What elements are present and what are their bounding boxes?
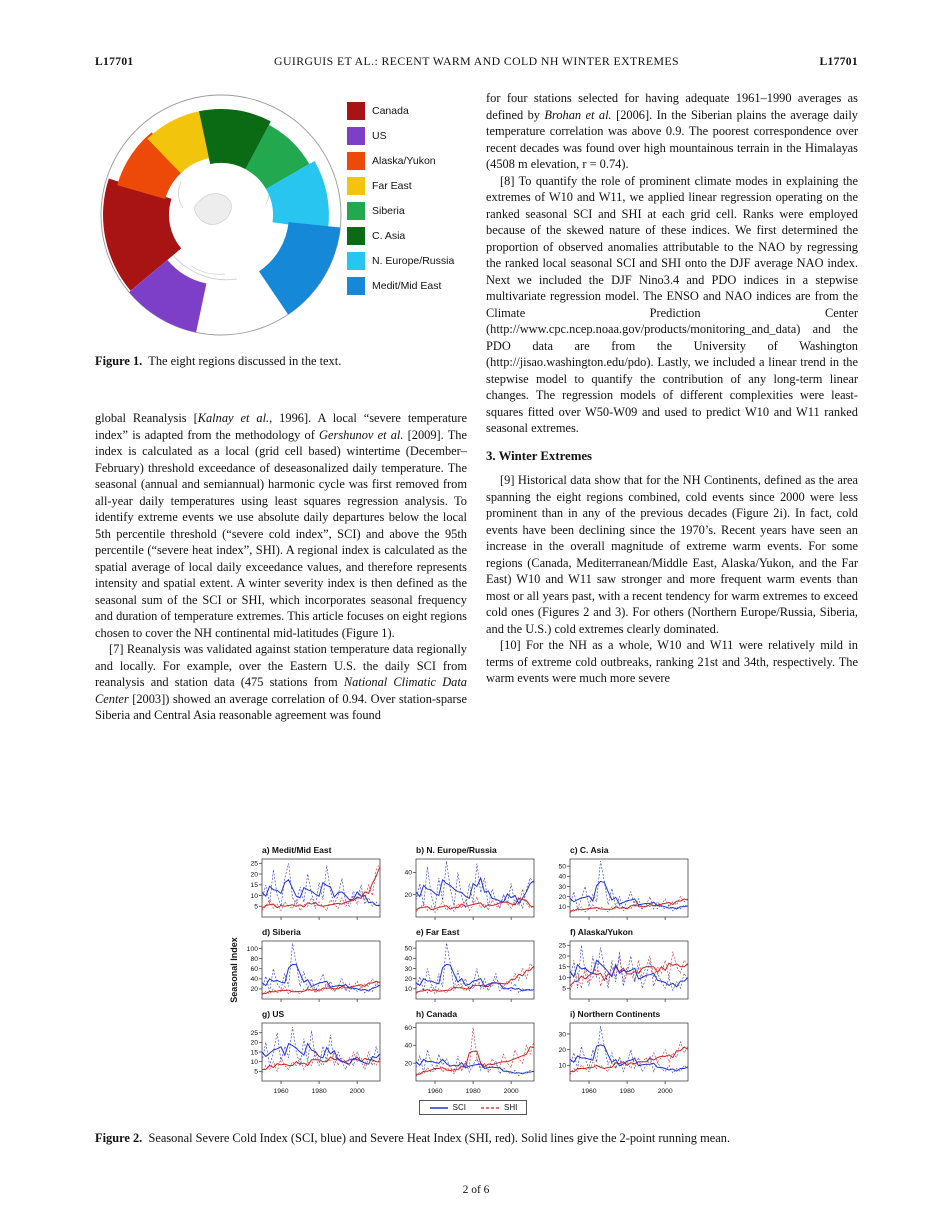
figure2-panel-b — [392, 845, 538, 922]
header-right-id: L17701 — [819, 55, 858, 68]
figure2-panel-c — [546, 845, 692, 922]
legend-item — [347, 202, 454, 220]
svg-text:1980: 1980 — [311, 1088, 327, 1095]
panel-chart — [546, 855, 692, 922]
legend-label: US — [372, 130, 387, 142]
svg-text:10: 10 — [250, 892, 258, 900]
panel-title: f) Alaska/Yukon — [570, 927, 633, 937]
legend-item — [347, 252, 454, 270]
shi-line-sample-icon — [480, 1104, 500, 1112]
figure1-caption — [95, 353, 467, 370]
figure2-y-axis-label: Seasonal Index — [229, 937, 239, 1003]
legend-item — [347, 102, 454, 120]
figure2-grid — [238, 845, 708, 1096]
left-column — [95, 410, 467, 724]
legend-item — [347, 177, 454, 195]
legend-sci-label: SCI — [452, 1103, 466, 1112]
svg-text:30: 30 — [558, 1031, 566, 1039]
svg-text:25: 25 — [250, 860, 258, 868]
legend-label: C. Asia — [372, 230, 406, 242]
svg-text:10: 10 — [558, 904, 566, 912]
legend-label: Far East — [372, 180, 412, 192]
svg-text:1960: 1960 — [273, 1088, 289, 1095]
figure2-caption-label: Figure 2. — [95, 1131, 143, 1145]
legend-swatch-n-europe-russia — [347, 252, 365, 270]
svg-text:100: 100 — [246, 945, 258, 953]
figure2-panel-a — [238, 845, 384, 922]
svg-text:1980: 1980 — [465, 1088, 481, 1095]
svg-text:30: 30 — [558, 883, 566, 891]
svg-text:1980: 1980 — [619, 1088, 635, 1095]
svg-text:20: 20 — [250, 1039, 258, 1047]
paragraph: [8] To quantify the role of prominent climate modes in explaining the extremes of W10 and W11, we applied linear regression operating on the ranked seasonal SCI and SHI at each grid cell. Ranks were employed because of the skewed nature of these indices. We first determined the proportion of observed anomalies attributable to the NAO by regressing the ranked local seasonal SCI and SHI onto the DJF average NAO index. Next we included the DJF Nino3.4 and PDO indices in a stepwise multivariate regression model. The ENSO and NAO indices are from the Climate Prediction Center (http://www.cpc.ncep.noaa.gov/products/monitoring_and_data) and the PDO data are from the University of Washington (http://jisao.washington.edu/pdo). Lastly, we included a linear trend in the stepwise model to quantify the contribution of any long-term linear changes. The regression models of different complexities were least-squares fitted over W50-W09 and used to predict W10 and W11 ranked seasonal extremes. — [486, 173, 858, 435]
figure1-caption-text: The eight regions discussed in the text. — [148, 354, 342, 368]
figure2-caption-text: Seasonal Severe Cold Index (SCI, blue) and Severe Heat Index (SHI, red). Solid lines give the 2-point running mean. — [148, 1131, 730, 1145]
figure2-legend — [419, 1100, 528, 1115]
svg-text:20: 20 — [250, 871, 258, 879]
figure2-panel-g — [238, 1009, 384, 1096]
svg-text:1960: 1960 — [581, 1088, 597, 1095]
legend-swatch-canada — [347, 102, 365, 120]
svg-text:2000: 2000 — [657, 1088, 673, 1095]
figure1 — [95, 86, 467, 348]
paragraph: [9] Historical data show that for the NH Continents, defined as the area spanning the eight regions combined, cold events since 2000 were less prominent than in any of the previous decades (Figure 2i). In fact, cold events have been declining since the 1970’s. Recent years have seen an increase in the overall magnitude of extreme warm events. For some regions (Canada, Mediterranean/Middle East, Alaska/Yukon, and the Far East) W10 and W11 saw stronger and more frequent warm events than most or all years past, with a recent tendency for warm extremes to exceed cold ones (Figures 2 and 3). For others (Northern Europe/Russia, Siberia, and the U.S.) cold extremes clearly dominated. — [486, 473, 858, 636]
section-heading: 3. Winter Extremes — [486, 448, 593, 463]
svg-text:40: 40 — [250, 976, 258, 984]
legend-swatch-far-east — [347, 177, 365, 195]
panel-chart — [546, 937, 692, 1004]
figure2-caption — [95, 1130, 859, 1147]
panel-title: e) Far East — [416, 927, 460, 937]
legend-swatch-medit-mid-east — [347, 277, 365, 295]
figure1-caption-label: Figure 1. — [95, 354, 143, 368]
panel-title: a) Medit/Mid East — [262, 845, 332, 855]
panel-chart — [392, 937, 538, 1004]
svg-text:50: 50 — [404, 945, 412, 953]
legend-shi-label: SHI — [504, 1103, 518, 1112]
svg-text:10: 10 — [404, 986, 412, 994]
panel-title: b) N. Europe/Russia — [416, 845, 497, 855]
panel-chart — [392, 855, 538, 922]
paragraph: [7] Reanalysis was validated against station temperature data regionally and locally. For example, over the Eastern U.S. the daily SCI from reanalysis and station data (475 stations from National Climatic Data Center [2003]) showed an average correlation of 0.94. Over station-sparse Siberia and Central Asia reasonable agreement was found — [95, 642, 467, 722]
svg-text:40: 40 — [404, 955, 412, 963]
svg-text:80: 80 — [250, 955, 258, 963]
figure1-legend — [347, 86, 454, 348]
figure2-panel-f — [546, 927, 692, 1004]
svg-text:10: 10 — [558, 1062, 566, 1070]
svg-text:2000: 2000 — [503, 1088, 519, 1095]
paragraph: [10] For the NH as a whole, W10 and W11 were relatively mild in terms of extreme cold outbreaks, ranking 21st and 34th, respectively. The warm events were much more severe — [486, 638, 858, 685]
legend-label: N. Europe/Russia — [372, 255, 455, 267]
legend-swatch-c-asia — [347, 227, 365, 245]
panel-title: i) Northern Continents — [570, 1009, 661, 1019]
svg-text:2000: 2000 — [349, 1088, 365, 1095]
figure1-map — [95, 86, 347, 348]
svg-text:10: 10 — [558, 974, 566, 982]
header-running-title: GUIRGUIS ET AL.: RECENT WARM AND COLD NH WINTER EXTREMES — [274, 54, 679, 68]
svg-text:40: 40 — [404, 1042, 412, 1050]
svg-text:20: 20 — [404, 891, 412, 899]
panel-title: d) Siberia — [262, 927, 301, 937]
legend-swatch-alaska-yukon — [347, 152, 365, 170]
svg-text:25: 25 — [250, 1029, 258, 1037]
svg-text:15: 15 — [558, 964, 566, 972]
legend-item — [347, 227, 454, 245]
legend-entry-shi — [480, 1103, 517, 1112]
svg-text:25: 25 — [558, 942, 566, 950]
sci-line-sample-icon — [429, 1104, 449, 1112]
svg-text:60: 60 — [250, 966, 258, 974]
figure2 — [229, 845, 708, 1115]
legend-label: Siberia — [372, 205, 405, 217]
svg-text:20: 20 — [558, 1046, 566, 1054]
svg-text:60: 60 — [404, 1024, 412, 1032]
svg-text:20: 20 — [250, 986, 258, 994]
figure2-panel-h — [392, 1009, 538, 1096]
svg-text:1960: 1960 — [427, 1088, 443, 1095]
legend-label: Alaska/Yukon — [372, 155, 436, 167]
header-left-id: L17701 — [95, 55, 134, 68]
svg-text:20: 20 — [404, 1060, 412, 1068]
right-column — [486, 90, 858, 687]
panel-chart — [546, 1019, 692, 1096]
svg-text:50: 50 — [558, 863, 566, 871]
svg-text:10: 10 — [250, 1058, 258, 1066]
svg-text:40: 40 — [404, 869, 412, 877]
panel-chart — [238, 855, 384, 922]
panel-chart — [238, 1019, 384, 1096]
figure2-panel-i — [546, 1009, 692, 1096]
figure2-panel-d — [238, 927, 384, 1004]
page-header — [95, 54, 858, 69]
svg-text:15: 15 — [250, 882, 258, 890]
panel-title: g) US — [262, 1009, 285, 1019]
panel-chart — [238, 937, 384, 1004]
svg-text:5: 5 — [254, 903, 258, 911]
legend-item — [347, 152, 454, 170]
panel-title: c) C. Asia — [570, 845, 609, 855]
legend-entry-sci — [429, 1103, 466, 1112]
svg-text:40: 40 — [558, 873, 566, 881]
paragraph: for four stations selected for having adequate 1961–1990 averages as defined by Brohan et al. [2006]. In the Siberian plains the average daily temperature correlation was above 0.9. The poorest correspondence over recent decades was found over high mountainous terrain in the Himalayas (4508 m elevation, r = 0.74). — [486, 91, 858, 171]
svg-text:20: 20 — [558, 893, 566, 901]
legend-swatch-siberia — [347, 202, 365, 220]
svg-text:5: 5 — [562, 985, 566, 993]
legend-label: Medit/Mid East — [372, 280, 442, 292]
svg-text:20: 20 — [558, 953, 566, 961]
legend-label: Canada — [372, 105, 409, 117]
svg-text:30: 30 — [404, 965, 412, 973]
legend-item — [347, 127, 454, 145]
legend-swatch-us — [347, 127, 365, 145]
page-number: 2 of 6 — [462, 1184, 490, 1196]
svg-text:20: 20 — [404, 975, 412, 983]
figure2-panel-e — [392, 927, 538, 1004]
panel-title: h) Canada — [416, 1009, 458, 1019]
legend-item — [347, 277, 454, 295]
svg-text:15: 15 — [250, 1049, 258, 1057]
panel-chart — [392, 1019, 538, 1096]
paragraph: global Reanalysis [Kalnay et al., 1996]. A local “severe temperature index” is adapted from the methodology of Gershunov et al. [2009]. The index is calculated as a local (grid cell based) wintertime (December–February) threshold exceedance of deseasonalized daily temperature. The seasonal (annual and semiannual) harmonic cycle was first removed from all-year daily temperatures using least squares regression analysis. To identify extreme events we use absolute daily departures below the local 5th percentile threshold (“severe cold index”, SCI) and above the 95th percentile (“severe heat index”, SHI). A regional index is calculated as the spatial average of local daily exceedance values, and therefore represents intensity and spatial extent. A winter severity index is then defined as the seasonal sum of the SCI or SHI, which incorporates seasonal frequency and duration of temperature extremes. This article focuses on eight regions chosen to cover the NH continental mid-latitudes (Figure 1). — [95, 411, 468, 640]
svg-text:5: 5 — [254, 1068, 258, 1076]
